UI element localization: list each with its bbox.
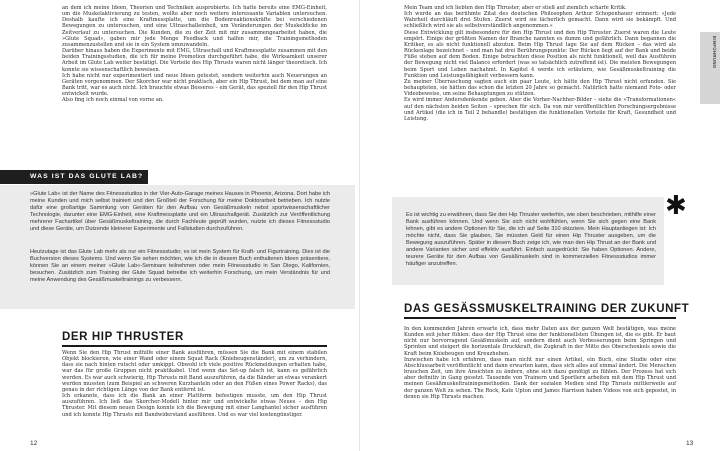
future-training-section-text: In den kommenden Jahren erwarte ich, dass mehr Daten aus der ganzen Welt bestätigen, was meine Kunden seit jeher fühlen: dass der Hip Thrust eine der funktionellsten Übungen ist, die es gibt. Er baut nicht nur hervorragend Gesäßmuskeln auf, sondern dient auch Verbesserungen beim Springen und Sprinten und steigert die horizontale Druckkraft, die Zugkraft in der Mitte des Oberschenkels sowie die Kraft beim Kniebeugen und Kreuzheben. Inzwischen habe ich erfahren, dass man nicht nur einen Artikel, ein Buch, eine Studie oder eine Abschlussarbeit veröffentlicht und dann erwarten kann, dass sich alles auf einmal ändert. Die Menschen brauchen Zeit, um ihre Ansichten zu ändern, ohne sich dazu genötigt zu fühlen. Der Prozess hat sich aber definitiv in Gang gesetzt. Tausende von Trainern und Sportlern arbeiten mit dem Hip Thrust und meinen Gesäßmuskeltrainingsmethoden. Dank der sozialen Medien sind Hip Thrusts mittlerweile auf der ganzen Welt zu sehen. The Rock, Kate Upton und James Harrison haben Videos von sich gepostet, in denen sie Hip Thrusts machen.: [404, 326, 676, 400]
hip-thruster-section-text: Wenn Sie den Hip Thrust mithilfe einer Bank ausführen, müssen Sie die Bank mit einem stabilen Objekt blockieren, wie einer Wand oder einem Squat Rack (Kniebeugenständer), um zu verhindern, dass sie nach hinten rutscht oder umkippt. Obwohl ich viele positive Rückmeldungen erhalten habe, war das für große Gruppen nicht praktikabel. Und wenn das Set-up falsch ist, kann es gefährlich werden. Es war auch schwierig, Hip Thrusts mit Band auszuführen, da die Bänder an etwas verankert werden mussten (zum Beispiel an schweren Kurzhanteln oder an den Füßen eines Power Racks), das genau in der richtigen Länge von der Bank entfernt ist. Ich erkannte, dass ich die Bank an einer Plattform befestigen musste, um den Hip Thrust auszuführen. Ich ließ das Skorcher-Modell hinter mir und entwickelte etwas Neues – den Hip Thruster. Mit diesem neuen Design konnte ich die Bewegung mit einer Langhantel sicher ausführen und ich konnte Hip Thrusts mit Bandwiderstand ausführen. Und es war viel kostengünstiger.: [62, 350, 327, 418]
glute-lab-tag-label: WAS IST DAS GLUTE LAB?: [30, 173, 144, 180]
hip-thruster-heading: DER HIP THRUSTER: [62, 331, 184, 343]
glute-lab-box-paragraph-1: »Glute Lab« ist der Name des Fitnessstudios in der Vier-Auto-Garage meines Hauses in Phoenix, Arizona. Dort habe ich meine Kunden und mich selbst trainiert und den Großteil der Forschung für meine Doktorarbeit betrieben. Ich nutzte dafür eine großartige Sammlung von Geräten für den Aufbau von Gesäßmuskeln nebst sportwissenschaftlicher Technologie, darunter eine EMG-Einheit, eine Kraftmessplatte und ein Ultraschallgerät. Zusätzlich zur Veröffentlichung mehrerer Fachartikel über Gesäßmuskeltraining, die durch Fachleute geprüft wurden, nutzte ich dieses Fitnessstudio und diese Geräte, um Dutzende kleinerer Experimente und Fallstudien durchzuführen.: [30, 191, 330, 232]
right-intro-text: Mein Team und ich liebten den Hip Thruster, aber er stieß auf ziemlich scharfe Kritik. Ich wurde an das berühmte Zitat des deutschen Philosophen Arthur Schopenhauer erinnert: »Jede Wahrheit durchläuft drei Stufen. Zuerst wird sie lächerlich gemacht. Dann wird sie bekämpft. Und schließlich wird sie als selbstverständlich angenommen.« Diese Entwicklung gilt insbesondere für den Hip Thrust und den Hip Thruster. Zuerst waren die Leute empört. Einige der größten Namen der Branche nannten es dumm und gefährlich. Dann begannen die Kritiker, es als nicht funktionell abzutun. Beim Hip Thrust lage Sie auf dem Rücken – das wird als Rückenlage bezeichnet – und man hat drei Berührungspunkte: Der Rücken liegt auf der Bank und beide Füße stehen auf dem Boden. Einige betrachten diese Position als nicht funktionell, weil das Ausführen der Bewegung nicht viel Balance erfordert (was so tatsächlich zutreffend ist). Die meisten Bewegungen beim Sport und Leben nachahmt. In Kapitel 4 werde ich erläutern, wie Gesäßmuskeltraining die Funktion und Leistungsfähigkeit verbessern kann. Zu meiner Überraschung sagten auch ein paar Leute, ich hätte den Hip Thrust nicht erfunden. Sie behaupteten, sie hätten das schon die letzten 20 Jahre so gemacht. Natürlich hatte niemand Foto- oder Videobeweise, um seine Behauptungen zu stützen. Es wird immer Andersdenkende geben. Aber die Vorher-Nachher-Bilder – siehe die »Transformationen« auf den nächsten beiden Seiten – sprechen für sich. Da von mir veröffentlichten Forschungsergebnisse und Artikel (die ich in Teil 2 behandle) bestätigen die funktionellen Vorteile für Kraft, Gesundheit und Leistung.: [404, 5, 676, 122]
bench-options-box-text: Es ist wichtig zu erwähnen, dass Sie den Hip Thruster weiterhin, wie oben beschrieben, mithilfe einer Bank ausführen können. Und wenn Sie sich nicht wohlfühlen, wenn Sie sich gegen eine Bank lehnen, gibt es andere Optionen für Sie, die ich auf Seite 310 skizziere. Mein Hauptanliegen ist: Ich möchte nicht, dass Sie glauben, Sie müssten Geld für einen Hip Thruster ausgeben, um die Bewegung auszuführen. Später in diesem Buch zeige ich, wie man den Hip Thrust an der Bank und andere Varianten sicher und effektiv ausführt. Einfach ausgedrückt: Sie haben Optionen. Andere, teurere Geräte für den Aufbau von Gesäßmuskeln sind in kommerziellen Fitnessstudios immer häufiger anzutreffen.: [406, 212, 656, 267]
future-training-heading-rule: [404, 317, 676, 319]
future-training-heading: DAS GESÄSSMUSKELTRAINING DER ZUKUNFT: [404, 303, 690, 315]
left-intro-text: an dem ich meine Ideen, Theorien und Techniken ausprobierte. Ich hatte bereits eine EMG-Einheit, um die Muskelaktivierung zu testen, wollte aber noch weitere interessante Variablen untersuchen. Deshalb kaufte ich eine Kraftmessplatte, um die Bodenreaktionskräfte bei verschiedenen Bewegungen zu untersuchen, und eine Ultraschalleinheit, um Veränderungen der Muskeldicke im Zeitverlauf zu untersuchen. Die Kunden, die zu der Zeit mit mir zusammengearbeitet haben, die »Glute Squad«, gaben mir jede Menge Feedback und halfen mir, die Trainingsmethoden zusammenzustellen und sie in ein System umzuwandeln. Darüber hinaus haben die Experimente mit EMG, Ultraschall und Kraftmessplatte zusammen mit den beiden Trainingsstudien, die ich für meine Promotion durchgeführt habe, die Wirksamkeit unserer Arbeit im Glute Lab weiter bestätigt. Die Vorteile des Hip Thrusts waren nicht länger theoretisch. Ich konnte sie wissenschaftlich beweisen. Ich habe nicht nur experimentiert und neue Ideen getestet, sondern weiterhin auch Neuerungen an Geräten vorgenommen. Der Skorcher war nicht praktisch, aber ein Hip Thrust, bei dem man auf eine Bank tritt, war es auch nicht. Ich brauchte etwas Besseres – ein Gerät, das speziell für den Hip Thrust entwickelt wurde. Also fing ich noch einmal von vorne an.: [62, 5, 327, 104]
left-page-number: 12: [30, 440, 38, 447]
glute-lab-box-paragraph-2: Heutzutage ist das Glute Lab mehr als nur ein Fitnessstudio; es ist mein System für Kraft- und Figurtraining. Dies ist die Buchversion dieses Systems. Und wenn Sie sehen möchten, wie ich die in diesem Buch enthaltenen Ideen präsentiere, können Sie an einem meiner »Glute Lab«-Seminare teilnehmen oder mein Fitnessstudio in San Diego, Kalifornien, besuchen. Zusätzlich zum Training der Glute Squad betreibe ich weiterhin Forschung, um mein Verständnis für und meine Anwendung des Gesäßmuskeltrainings zu verbessern.: [30, 249, 330, 283]
right-page-number: 13: [686, 440, 694, 447]
hip-thruster-heading-rule: [62, 345, 327, 347]
asterisk-icon: ✱: [665, 191, 687, 221]
chapter-side-tab-label: EINFÜHRUNG: [712, 36, 717, 69]
